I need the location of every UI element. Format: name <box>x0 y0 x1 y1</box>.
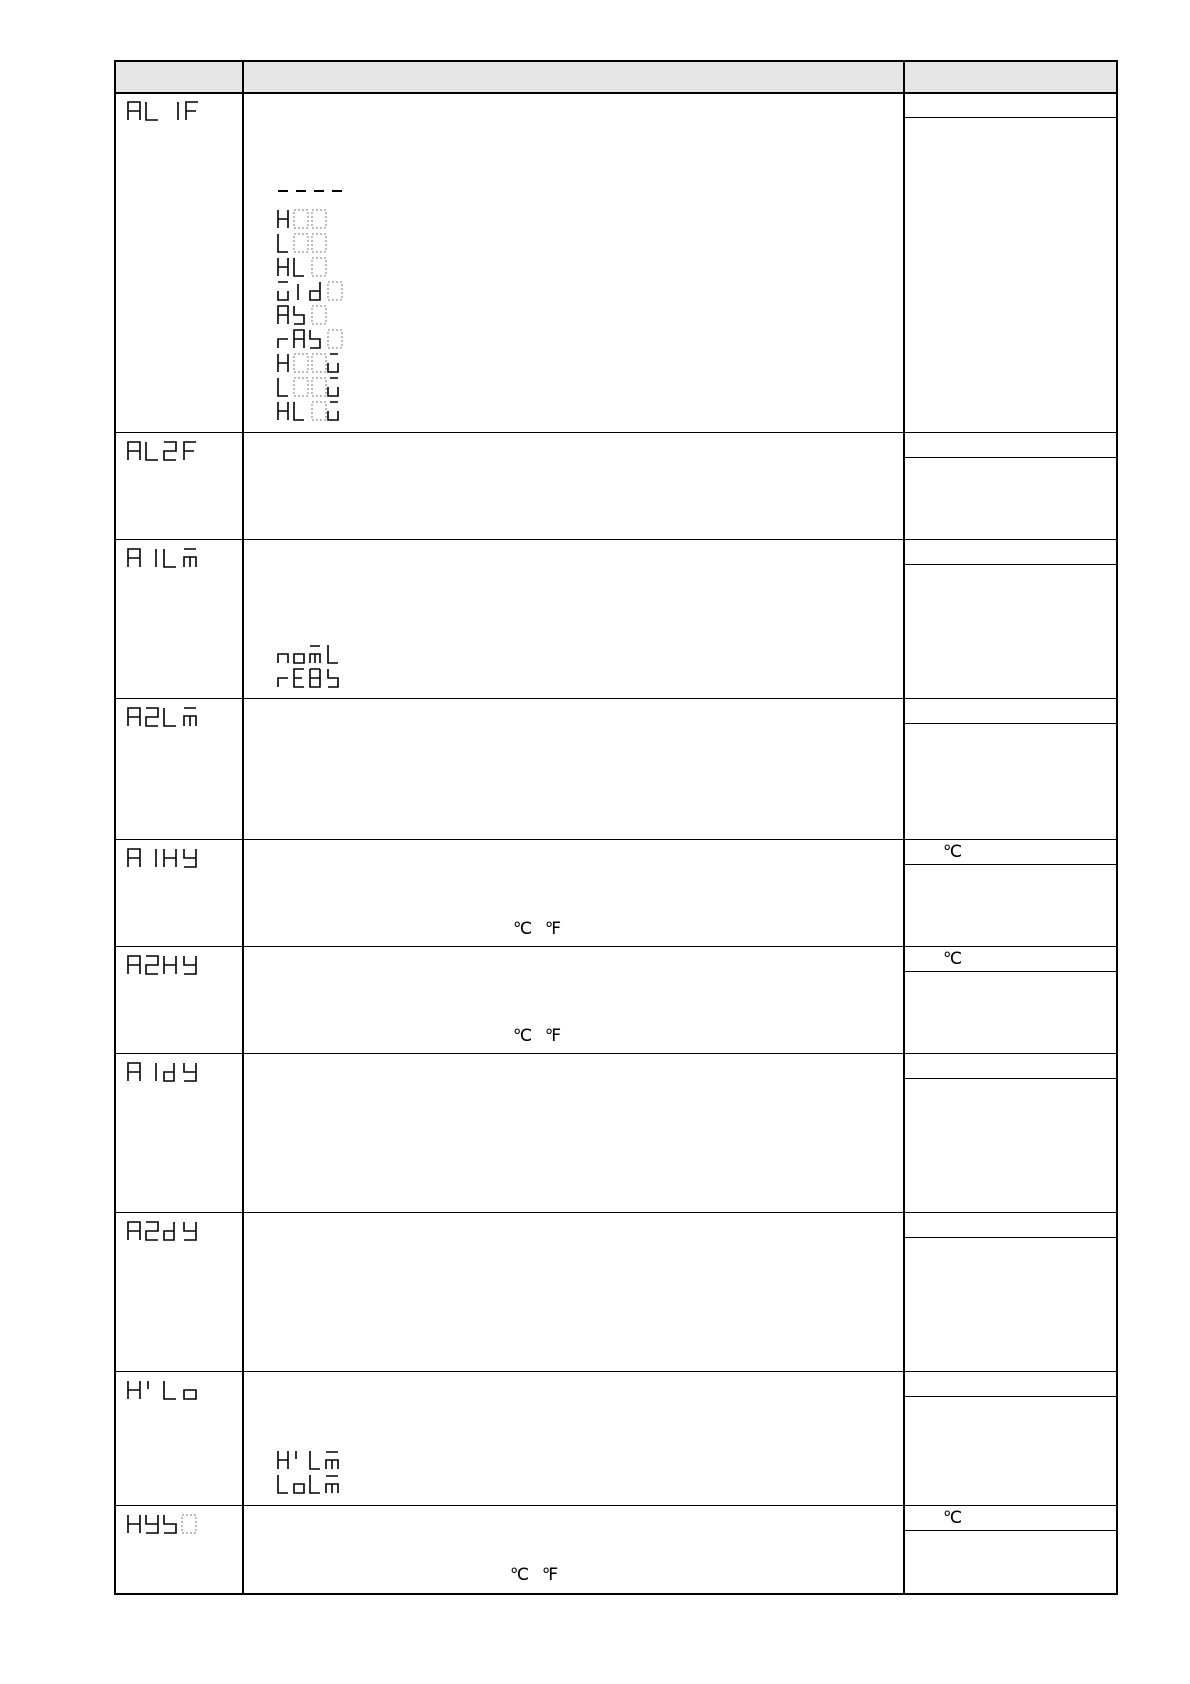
segment-code-hilo <box>126 1377 206 1399</box>
default-value-box <box>903 432 1117 458</box>
table-row <box>116 698 1116 839</box>
option-l-standby <box>276 376 346 398</box>
option-reverse <box>276 667 346 689</box>
option-hl-standby <box>276 400 346 422</box>
option-ras <box>276 328 346 350</box>
table-row <box>116 839 1116 946</box>
default-value-box <box>903 698 1117 724</box>
default-value-box <box>903 1053 1117 1079</box>
default-value-box <box>903 539 1117 565</box>
table-row <box>116 92 1116 432</box>
option-h-standby <box>276 352 346 374</box>
option-h <box>276 208 346 230</box>
table-row <box>116 946 1116 1053</box>
default-value-box: ℃ <box>903 839 1117 865</box>
segment-code-al1f <box>126 98 206 120</box>
option-hl <box>276 256 346 278</box>
option-low-limit <box>276 1473 346 1495</box>
unit-note: ℃ ℉ <box>513 1026 562 1045</box>
option-as <box>276 304 346 326</box>
default-value-box <box>903 1212 1117 1238</box>
option-uld <box>276 280 346 302</box>
table-row <box>116 1212 1116 1371</box>
segment-code-a1hy <box>126 845 206 867</box>
segment-code-a2dy <box>126 1218 206 1240</box>
segment-code-hys <box>126 1511 206 1533</box>
option-normal <box>276 643 346 665</box>
option-none <box>276 184 346 206</box>
default-value-box <box>903 1371 1117 1397</box>
table-row <box>116 1371 1116 1505</box>
table-row <box>116 539 1116 698</box>
option-high-limit <box>276 1449 346 1471</box>
default-value-box <box>903 92 1117 118</box>
segment-code-a1lm <box>126 545 206 567</box>
unit-note: ℃ ℉ <box>510 1565 559 1584</box>
default-value-box: ℃ <box>903 946 1117 972</box>
table-header <box>116 62 1116 94</box>
default-value-box: ℃ <box>903 1505 1117 1531</box>
option-l <box>276 232 346 254</box>
table-row <box>116 432 1116 539</box>
parameter-table <box>114 60 1118 1595</box>
segment-code-a2hy <box>126 952 206 974</box>
segment-code-a1dy <box>126 1059 206 1081</box>
segment-code-al2f <box>126 438 206 460</box>
table-row <box>116 1505 1116 1595</box>
table-row <box>116 1053 1116 1212</box>
unit-note: ℃ ℉ <box>513 919 562 938</box>
segment-code-a2lm <box>126 704 206 726</box>
